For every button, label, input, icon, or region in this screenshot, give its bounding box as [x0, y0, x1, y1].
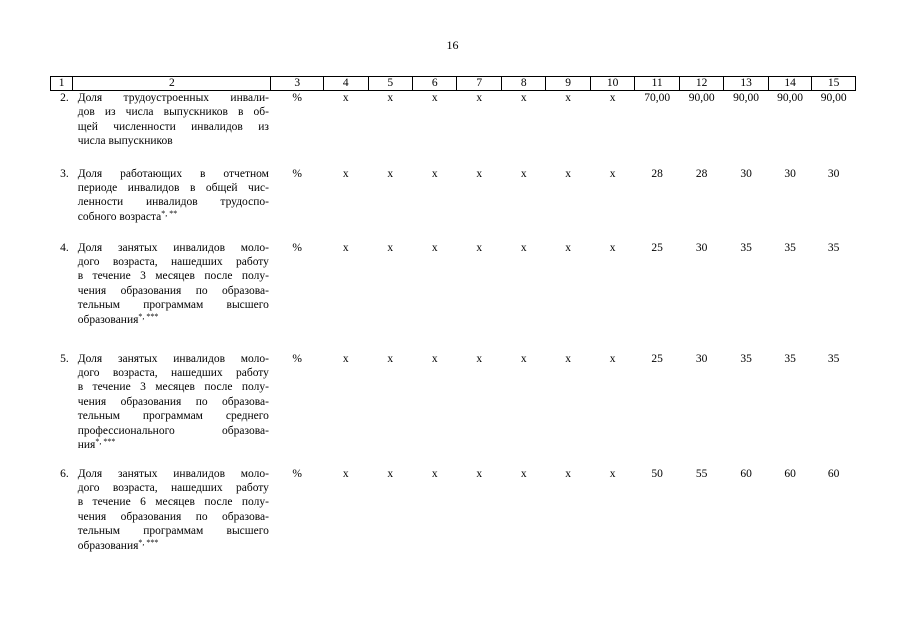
not-applicable-mark: x	[520, 167, 527, 180]
description-text: тельным программам высшего	[77, 299, 269, 312]
description-text: тельным программам высшего	[77, 525, 269, 538]
not-applicable-mark: x	[520, 241, 527, 254]
description-text: в течение 3 месяцев после полу-	[77, 270, 269, 283]
description-line	[78, 269, 269, 283]
value-cell: 60	[784, 467, 796, 480]
description-text: образования	[77, 313, 139, 326]
description-text: профессионального образова-	[77, 424, 269, 437]
column-header-10: 10	[590, 77, 634, 91]
not-applicable-mark: x	[342, 467, 349, 480]
not-applicable-mark: x	[520, 467, 527, 480]
not-applicable-mark: x	[387, 92, 394, 104]
value-cell: 35	[827, 352, 840, 365]
unit-cell: %	[292, 467, 303, 480]
not-applicable-mark: x	[609, 352, 616, 365]
page-number: 16	[446, 38, 459, 52]
description-text: Доля трудоустроенных инвали-	[77, 92, 269, 104]
description-line	[78, 210, 269, 224]
indicator-description	[73, 91, 271, 167]
value-cell: 35	[784, 241, 796, 254]
column-header-14: 14	[768, 77, 811, 91]
table-row	[51, 467, 856, 567]
description-line	[78, 181, 269, 195]
value-cell: 30	[695, 352, 708, 365]
column-header-15: 15	[812, 77, 856, 91]
description-line	[78, 409, 269, 423]
value-cell: 28	[651, 167, 663, 180]
not-applicable-mark: x	[565, 167, 572, 180]
description-line	[78, 524, 269, 538]
value-cell: 60	[740, 467, 752, 480]
column-header-13: 13	[724, 77, 768, 91]
not-applicable-mark: x	[476, 467, 483, 480]
value-cell: 30	[695, 241, 708, 254]
description-line	[78, 366, 269, 380]
description-line	[78, 395, 269, 409]
description-line	[78, 105, 269, 119]
value-cell: 90,00	[820, 92, 847, 104]
not-applicable-mark: x	[609, 467, 616, 480]
table-row	[51, 352, 856, 467]
description-line	[78, 539, 269, 553]
description-text: образования	[77, 539, 139, 552]
not-applicable-mark: x	[342, 167, 349, 180]
column-header-4: 4	[324, 77, 368, 91]
table-row	[51, 167, 856, 241]
column-header-8: 8	[501, 77, 545, 91]
description-line	[78, 380, 269, 394]
description-line	[78, 467, 269, 481]
row-number: 6.	[60, 467, 69, 480]
description-text: чения образования по образова-	[77, 395, 269, 408]
value-cell: 30	[827, 167, 840, 180]
table-body	[51, 91, 856, 567]
value-cell: 25	[651, 352, 663, 365]
indicator-table	[50, 76, 856, 567]
not-applicable-mark: x	[476, 352, 483, 365]
description-line	[78, 284, 269, 298]
description-line	[78, 91, 269, 105]
indicator-description	[73, 167, 271, 241]
description-line	[78, 195, 269, 209]
value-cell: 60	[827, 467, 840, 480]
description-text: в течение 6 месяцев после полу-	[77, 496, 269, 509]
value-cell: 50	[651, 467, 663, 480]
footnote-mark: *, **	[161, 208, 178, 218]
description-text: дого возраста, нашедших работу	[77, 366, 269, 379]
value-cell: 90,00	[688, 92, 715, 104]
description-text: числа выпускников	[77, 135, 173, 148]
value-cell: 35	[784, 352, 796, 365]
description-line	[78, 424, 269, 438]
description-line	[78, 134, 269, 148]
description-text: Доля занятых инвалидов моло-	[77, 467, 269, 480]
value-cell: 90,00	[777, 92, 804, 104]
description-text: периоде инвалидов в общей чис-	[77, 181, 269, 194]
description-line	[78, 352, 269, 366]
column-header-11: 11	[635, 77, 679, 91]
description-text: собного возраста	[77, 210, 162, 223]
indicator-description	[73, 352, 271, 467]
description-text: ленности инвалидов трудоспо-	[77, 196, 269, 209]
not-applicable-mark: x	[609, 241, 616, 254]
description-text: чения образования по образова-	[77, 284, 269, 297]
not-applicable-mark: x	[476, 167, 483, 180]
not-applicable-mark: x	[431, 167, 438, 180]
description-line	[78, 255, 269, 269]
not-applicable-mark: x	[565, 92, 572, 104]
not-applicable-mark: x	[476, 241, 483, 254]
description-text: щей численности инвалидов из	[77, 120, 269, 133]
not-applicable-mark: x	[609, 92, 616, 104]
not-applicable-mark: x	[431, 467, 438, 480]
description-text: дов из числа выпускников в об-	[77, 106, 269, 119]
footnote-mark: *, ***	[95, 436, 116, 446]
row-number: 4.	[60, 241, 69, 254]
column-header-6: 6	[412, 77, 456, 91]
not-applicable-mark: x	[476, 92, 483, 104]
description-line	[78, 481, 269, 495]
description-text: дого возраста, нашедших работу	[77, 255, 269, 268]
description-line	[78, 241, 269, 255]
description-line	[78, 438, 269, 452]
description-text: Доля работающих в отчетном	[77, 167, 269, 180]
not-applicable-mark: x	[387, 467, 394, 480]
not-applicable-mark: x	[431, 352, 438, 365]
value-cell: 30	[784, 167, 796, 180]
value-cell: 35	[740, 352, 752, 365]
description-line	[78, 510, 269, 524]
not-applicable-mark: x	[342, 241, 349, 254]
table-header-row	[51, 77, 856, 91]
not-applicable-mark: x	[520, 92, 527, 104]
not-applicable-mark: x	[387, 352, 394, 365]
not-applicable-mark: x	[609, 167, 616, 180]
value-cell: 35	[827, 241, 840, 254]
column-header-5: 5	[368, 77, 412, 91]
value-cell: 70,00	[644, 92, 671, 104]
indicator-description	[73, 467, 271, 567]
not-applicable-mark: x	[342, 352, 349, 365]
column-header-1: 1	[51, 77, 73, 91]
not-applicable-mark: x	[431, 92, 438, 104]
footnote-mark: *, ***	[138, 537, 159, 547]
row-number: 3.	[60, 167, 69, 180]
description-text: тельным программам среднего	[77, 410, 269, 423]
unit-cell: %	[292, 92, 303, 104]
description-line	[78, 298, 269, 312]
value-cell: 35	[740, 241, 752, 254]
value-cell: 55	[695, 467, 708, 480]
not-applicable-mark: x	[431, 241, 438, 254]
description-text: ния	[77, 438, 96, 451]
table-row	[51, 241, 856, 352]
not-applicable-mark: x	[342, 92, 349, 104]
not-applicable-mark: x	[565, 241, 572, 254]
table-row	[51, 91, 856, 167]
description-text: в течение 3 месяцев после полу-	[77, 381, 269, 394]
indicator-description	[73, 241, 271, 352]
description-line	[78, 313, 269, 327]
not-applicable-mark: x	[387, 241, 394, 254]
description-text: Доля занятых инвалидов моло-	[77, 352, 269, 365]
value-cell: 30	[740, 167, 752, 180]
not-applicable-mark: x	[520, 352, 527, 365]
unit-cell: %	[292, 167, 303, 180]
description-line	[78, 495, 269, 509]
description-text: Доля занятых инвалидов моло-	[77, 241, 269, 254]
not-applicable-mark: x	[565, 352, 572, 365]
not-applicable-mark: x	[387, 167, 394, 180]
column-header-7: 7	[457, 77, 501, 91]
row-number: 5.	[60, 352, 69, 365]
row-number: 2.	[60, 92, 69, 104]
not-applicable-mark: x	[565, 467, 572, 480]
value-cell: 28	[695, 167, 708, 180]
footnote-mark: *, ***	[138, 311, 159, 321]
description-text: дого возраста, нашедших работу	[77, 481, 269, 494]
column-header-3: 3	[271, 77, 324, 91]
description-text: чения образования по образова-	[77, 510, 269, 523]
unit-cell: %	[292, 352, 303, 365]
unit-cell: %	[292, 241, 303, 254]
value-cell: 25	[651, 241, 663, 254]
value-cell: 90,00	[733, 92, 760, 104]
column-header-12: 12	[679, 77, 723, 91]
column-header-2: 2	[73, 77, 271, 91]
description-line	[78, 120, 269, 134]
column-header-9: 9	[546, 77, 590, 91]
description-line	[78, 167, 269, 181]
